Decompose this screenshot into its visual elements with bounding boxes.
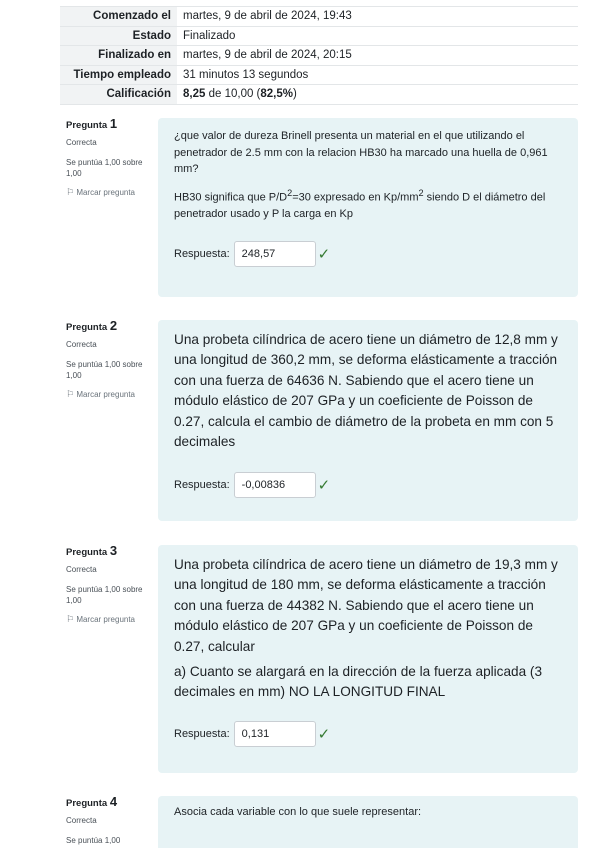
summary-value: 31 minutos 13 segundos xyxy=(177,65,578,85)
summary-value: Finalizado xyxy=(177,26,578,46)
flag-label: Marcar pregunta xyxy=(76,390,136,399)
question-grade: Se puntúa 1,00 sobre 1,00 xyxy=(66,360,143,380)
answer-label: Respuesta: xyxy=(174,727,230,740)
question-grade: Se puntúa 1,00 xyxy=(66,836,121,845)
question-info xyxy=(66,320,150,400)
summary-value: martes, 9 de abril de 2024, 20:15 xyxy=(177,46,578,66)
flag-icon: ⚐ xyxy=(66,187,75,197)
grade-percent: 82,5% xyxy=(260,88,293,101)
attempt-summary-table xyxy=(60,6,578,105)
flag-label: Marcar pregunta xyxy=(76,188,136,197)
summary-row-grade xyxy=(60,85,578,105)
question-subtext: a) Cuanto se alargará en la dirección de la fuerza aplicada (3 decimales en mm) NO LA LONGITUD FINAL xyxy=(174,663,543,700)
check-icon: ✓ xyxy=(317,725,331,743)
answer-input[interactable]: 248,57 xyxy=(234,241,316,267)
summary-value: martes, 9 de abril de 2024, 19:43 xyxy=(177,7,578,27)
grade-mid: de 10,00 ( xyxy=(208,88,261,101)
question-state: Correcta xyxy=(66,816,97,825)
question-state: Correcta xyxy=(66,565,97,574)
summary-label: Finalizado en xyxy=(60,46,177,66)
grade-end: ) xyxy=(293,88,297,101)
summary-row xyxy=(60,26,578,46)
summary-label: Comenzado el xyxy=(60,7,177,27)
question-content xyxy=(158,118,578,297)
question-state: Correcta xyxy=(66,138,97,147)
summary-label: Tiempo empleado xyxy=(60,65,177,85)
question-content xyxy=(158,796,578,848)
question-grade: Se puntúa 1,00 sobre 1,00 xyxy=(66,158,143,178)
question-text: Una probeta cilíndrica de acero tiene un diámetro de 12,8 mm y una longitud de 360,2 mm, se deforma elásticamente a tracción con una fuerza de 64636 N. Sabiendo que el acero tiene un módulo elástico de 207 GPa y un coeficiente de Poisson de 0.27, calcula el cambio de diámetro de la probeta en mm con 5 decimales xyxy=(174,332,558,449)
summary-label: Calificación xyxy=(60,85,177,105)
answer-input[interactable]: 0,131 xyxy=(234,721,316,747)
question-number: Pregunta 2 xyxy=(66,318,118,333)
question-info xyxy=(66,118,150,198)
question-text: Asocia cada variable con lo que suele representar: xyxy=(174,806,422,818)
question-number: Pregunta 4 xyxy=(66,794,118,809)
flag-label: Marcar pregunta xyxy=(76,615,136,624)
answer-row xyxy=(174,721,564,747)
check-icon: ✓ xyxy=(317,246,331,264)
answer-row xyxy=(174,241,564,267)
flag-question-link[interactable] xyxy=(66,614,150,625)
answer-label: Respuesta: xyxy=(174,248,230,261)
summary-label: Estado xyxy=(60,26,177,46)
summary-row xyxy=(60,46,578,66)
question-text: Una probeta cilíndrica de acero tiene un diámetro de 19,3 mm y una longitud de 180 mm, se deforma elásticamente a tracción con una fuerza de 44382 N. Sabiendo que el acero tiene un módulo elástico de 207 GPa y un coeficiente de Poisson de 0.27, calcular xyxy=(174,557,558,654)
question-number: Pregunta 1 xyxy=(66,116,118,131)
flag-question-link[interactable] xyxy=(66,187,150,198)
grade-score: 8,25 xyxy=(183,88,206,101)
grade-value xyxy=(177,85,578,105)
question-hint: HB30 significa que $P/D^2=30$ expresado en $Kp/mm^2$ siendo D el diámetro del penetrador usado y P la carga en Kp xyxy=(174,187,546,220)
flag-icon: ⚐ xyxy=(66,389,75,399)
question-content xyxy=(158,545,578,773)
check-icon: ✓ xyxy=(317,477,331,495)
question-number: Pregunta 3 xyxy=(66,543,118,558)
question-text: ¿que valor de dureza Brinell presenta un material en el que utilizando el penetrador de 2.5 mm con la relacion HB30 ha marcado una huella de 0,961 mm? xyxy=(174,130,548,175)
question-info xyxy=(66,545,150,625)
question-info xyxy=(66,796,150,848)
answer-row xyxy=(174,472,564,498)
question-state: Correcta xyxy=(66,340,97,349)
question-grade: Se puntúa 1,00 sobre 1,00 xyxy=(66,585,143,605)
question-content xyxy=(158,320,578,521)
flag-icon: ⚐ xyxy=(66,614,75,624)
summary-row xyxy=(60,7,578,27)
summary-row xyxy=(60,65,578,85)
answer-label: Respuesta: xyxy=(174,479,230,492)
flag-question-link[interactable] xyxy=(66,389,150,400)
answer-input[interactable]: -0,00836 xyxy=(234,472,316,498)
